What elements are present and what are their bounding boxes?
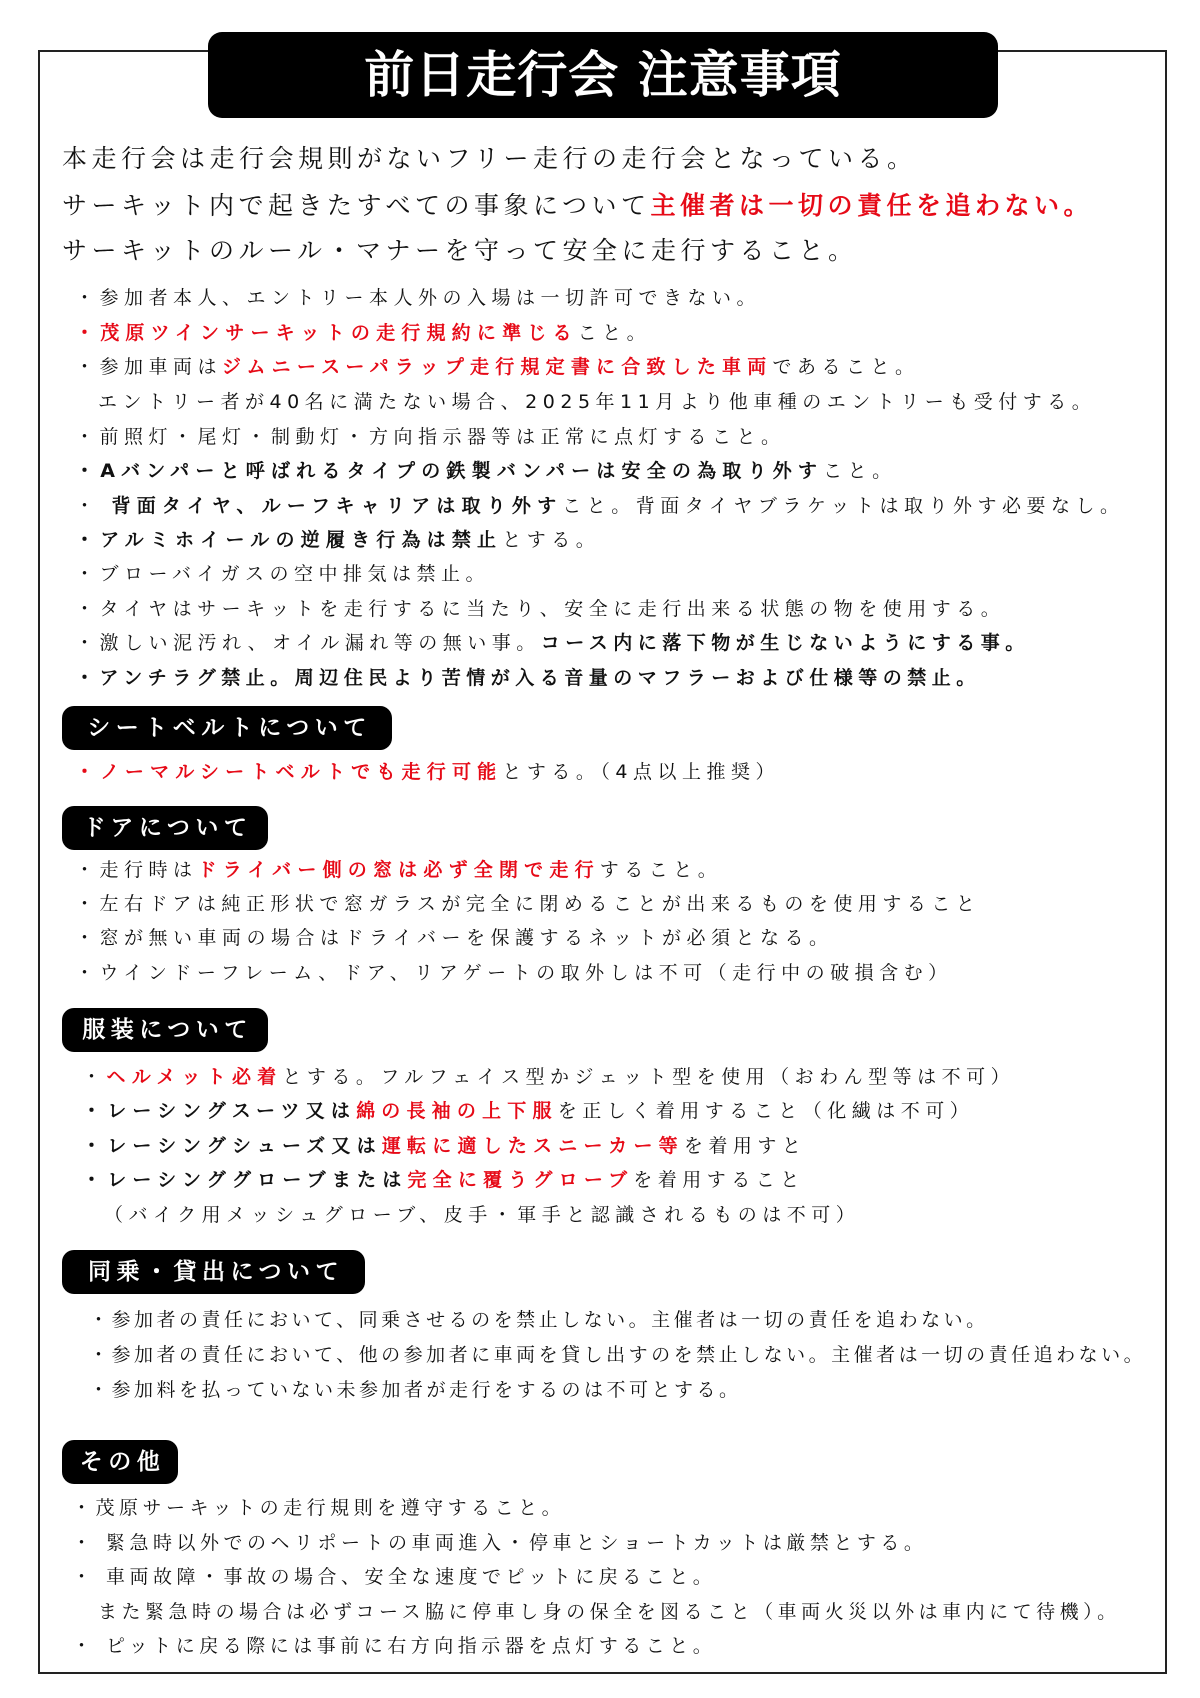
other-text: ・ 緊急時以外でのヘリポートの車両進入・停車とショートカットは厳禁とする。	[72, 1532, 928, 1554]
rule-text: とする。	[502, 529, 601, 551]
rule-line	[75, 286, 761, 310]
ride-line	[89, 1308, 989, 1332]
other-text: また緊急時の場合は必ずコース脇に停車し身の保全を図ること（車両火災以外は車内にて待機）。	[98, 1601, 1121, 1623]
rule-text: であること。	[772, 356, 920, 378]
rule-line	[75, 631, 1030, 655]
rule-bold: コース内に落下物が生じないようにする事。	[540, 632, 1030, 654]
rule-line	[75, 528, 600, 552]
rule-text: エントリー者が40名に満たない場合、2025年11月より他車種のエントリーも受付する。	[98, 391, 1097, 413]
rule-line	[75, 494, 1124, 518]
page-title: 前日走行会 注意事項	[208, 32, 998, 118]
intro-text: サーキット内で起きたすべての事象について	[62, 191, 651, 220]
rule-text: ・激しい泥汚れ、オイル漏れ等の無い事。	[75, 632, 541, 654]
door-text: ・ウインドーフレーム、ドア、リアゲートの取外しは不可（走行中の破損含む）	[75, 962, 953, 984]
clothing-line	[82, 1099, 974, 1123]
intro-emphasis: 主催者は一切の責任を追わない。	[650, 191, 1094, 220]
rule-text: ・前照灯・尾灯・制動灯・方向指示器等は正常に点灯すること。	[75, 426, 786, 448]
intro-line	[62, 190, 1093, 222]
rule-emphasis: ジムニースーパラップ走行規定書に合致した車両	[222, 356, 773, 378]
section-heading-clothing: 服装について	[62, 1008, 268, 1052]
other-line	[72, 1565, 716, 1589]
door-emphasis: ドライバー側の窓は必ず全閉で走行	[197, 859, 600, 881]
door-line	[75, 892, 980, 916]
door-text: ・走行時は	[75, 859, 198, 881]
rule-bold: ・Aバンパーと呼ばれるタイプの鉄製バンパーは安全の為取り外す	[75, 460, 824, 482]
rule-bold: 背面タイヤ、ルーフキャリアは取り外す	[111, 495, 563, 517]
door-line	[75, 961, 953, 985]
ride-text: ・参加者の責任において、同乗させるのを禁止しない。主催者は一切の責任を追わない。	[89, 1309, 989, 1331]
intro-text: サーキットのルール・マナーを守って安全に走行すること。	[62, 236, 858, 265]
section-heading-other: その他	[62, 1440, 178, 1484]
clothing-line	[82, 1134, 806, 1158]
intro-line	[62, 235, 858, 267]
clothing-emphasis: 綿の長袖の上下服	[356, 1100, 558, 1122]
rule-text: こと。	[823, 460, 897, 482]
rule-line	[75, 597, 1005, 621]
rule-line	[75, 355, 919, 379]
rule-text: こと。	[577, 322, 652, 344]
rule-line	[75, 425, 786, 449]
other-text: ・ 車両故障・事故の場合、安全な速度でピットに戻ること。	[72, 1566, 717, 1588]
ride-text: ・参加料を払っていない未参加者が走行をするのは不可とする。	[89, 1379, 742, 1401]
clothing-line	[82, 1168, 805, 1192]
ride-text: ・参加者の責任において、他の参加者に車両を貸し出すのを禁止しない。主催者は一切の責任追わない。	[89, 1344, 1147, 1366]
rule-line	[75, 666, 981, 690]
clothing-text: を着用すること	[633, 1169, 805, 1191]
clothing-emphasis: 完全に覆うグローブ	[407, 1169, 634, 1191]
rule-text: こと。背面タイヤブラケットは取り外す必要なし。	[562, 495, 1125, 517]
seatbelt-line	[75, 760, 780, 784]
rule-line	[75, 321, 651, 345]
rule-text: ・参加車両は	[75, 356, 223, 378]
intro-text: 本走行会は走行会規則がないフリー走行の走行会となっている。	[62, 144, 917, 173]
ride-line	[89, 1378, 742, 1402]
seatbelt-emphasis: ・ノーマルシートベルトでも走行可能	[75, 761, 503, 783]
rule-line	[75, 562, 490, 586]
rule-bold: ・アルミホイールの逆履き行為は禁止	[75, 529, 503, 551]
clothing-bold: ・レーシンググローブまたは	[82, 1169, 408, 1191]
clothing-text: とする。フルフェイス型かジェット型を使用（おわん型等は不可）	[282, 1066, 1016, 1088]
door-text: ・窓が無い車両の場合はドライバーを保護するネットが必須となる。	[75, 927, 834, 949]
rule-line	[98, 390, 1096, 414]
rule-emphasis: ・茂原ツインサーキットの走行規約に準じる	[75, 322, 578, 344]
clothing-line	[104, 1203, 860, 1227]
intro-line	[62, 143, 917, 175]
rule-line	[75, 459, 897, 483]
clothing-bold: ・レーシングシューズ又は	[82, 1135, 382, 1157]
other-text: ・茂原サーキットの走行規則を遵守すること。	[72, 1497, 566, 1519]
other-text: ・ ピットに戻る際には事前に右方向指示器を点灯すること。	[72, 1635, 717, 1657]
clothing-line	[82, 1065, 1015, 1089]
door-line	[75, 858, 722, 882]
clothing-text: （バイク用メッシュグローブ、皮手・軍手と認識されるものは不可）	[104, 1204, 861, 1226]
door-text: すること。	[599, 859, 723, 881]
clothing-text: を着用すと	[683, 1135, 807, 1157]
other-line	[98, 1600, 1121, 1624]
other-line	[72, 1496, 565, 1520]
clothing-emphasis: ヘルメット必着	[106, 1066, 283, 1088]
seatbelt-text: とする。（4点以上推奨）	[502, 761, 780, 783]
other-line	[72, 1634, 716, 1658]
other-line	[72, 1531, 927, 1555]
clothing-bullet: ・	[82, 1066, 107, 1088]
ride-line	[89, 1343, 1146, 1367]
rule-text: ・ブローバイガスの空中排気は禁止。	[75, 563, 490, 585]
rule-bold: ・アンチラグ禁止。周辺住民より苦情が入る音量のマフラーおよび仕様等の禁止。	[75, 667, 981, 689]
rule-text: ・タイヤはサーキットを走行するに当たり、安全に走行出来る状態の物を使用する。	[75, 598, 1006, 620]
clothing-bold: ・レーシングスーツ又は	[82, 1100, 357, 1122]
rule-text: ・参加者本人、エントリー本人外の入場は一切許可できない。	[75, 287, 762, 309]
door-text: ・左右ドアは純正形状で窓ガラスが完全に閉めることが出来るものを使用すること	[75, 893, 981, 915]
section-heading-door: ドアについて	[62, 806, 268, 850]
clothing-text: を正しく着用すること（化繊は不可）	[557, 1100, 975, 1122]
rule-bullet: ・	[75, 495, 100, 517]
clothing-emphasis: 運転に適したスニーカー等	[381, 1135, 684, 1157]
section-heading-ride: 同乗・貸出について	[62, 1250, 365, 1294]
section-heading-seatbelt: シートベルトについて	[62, 706, 392, 750]
door-line	[75, 926, 834, 950]
